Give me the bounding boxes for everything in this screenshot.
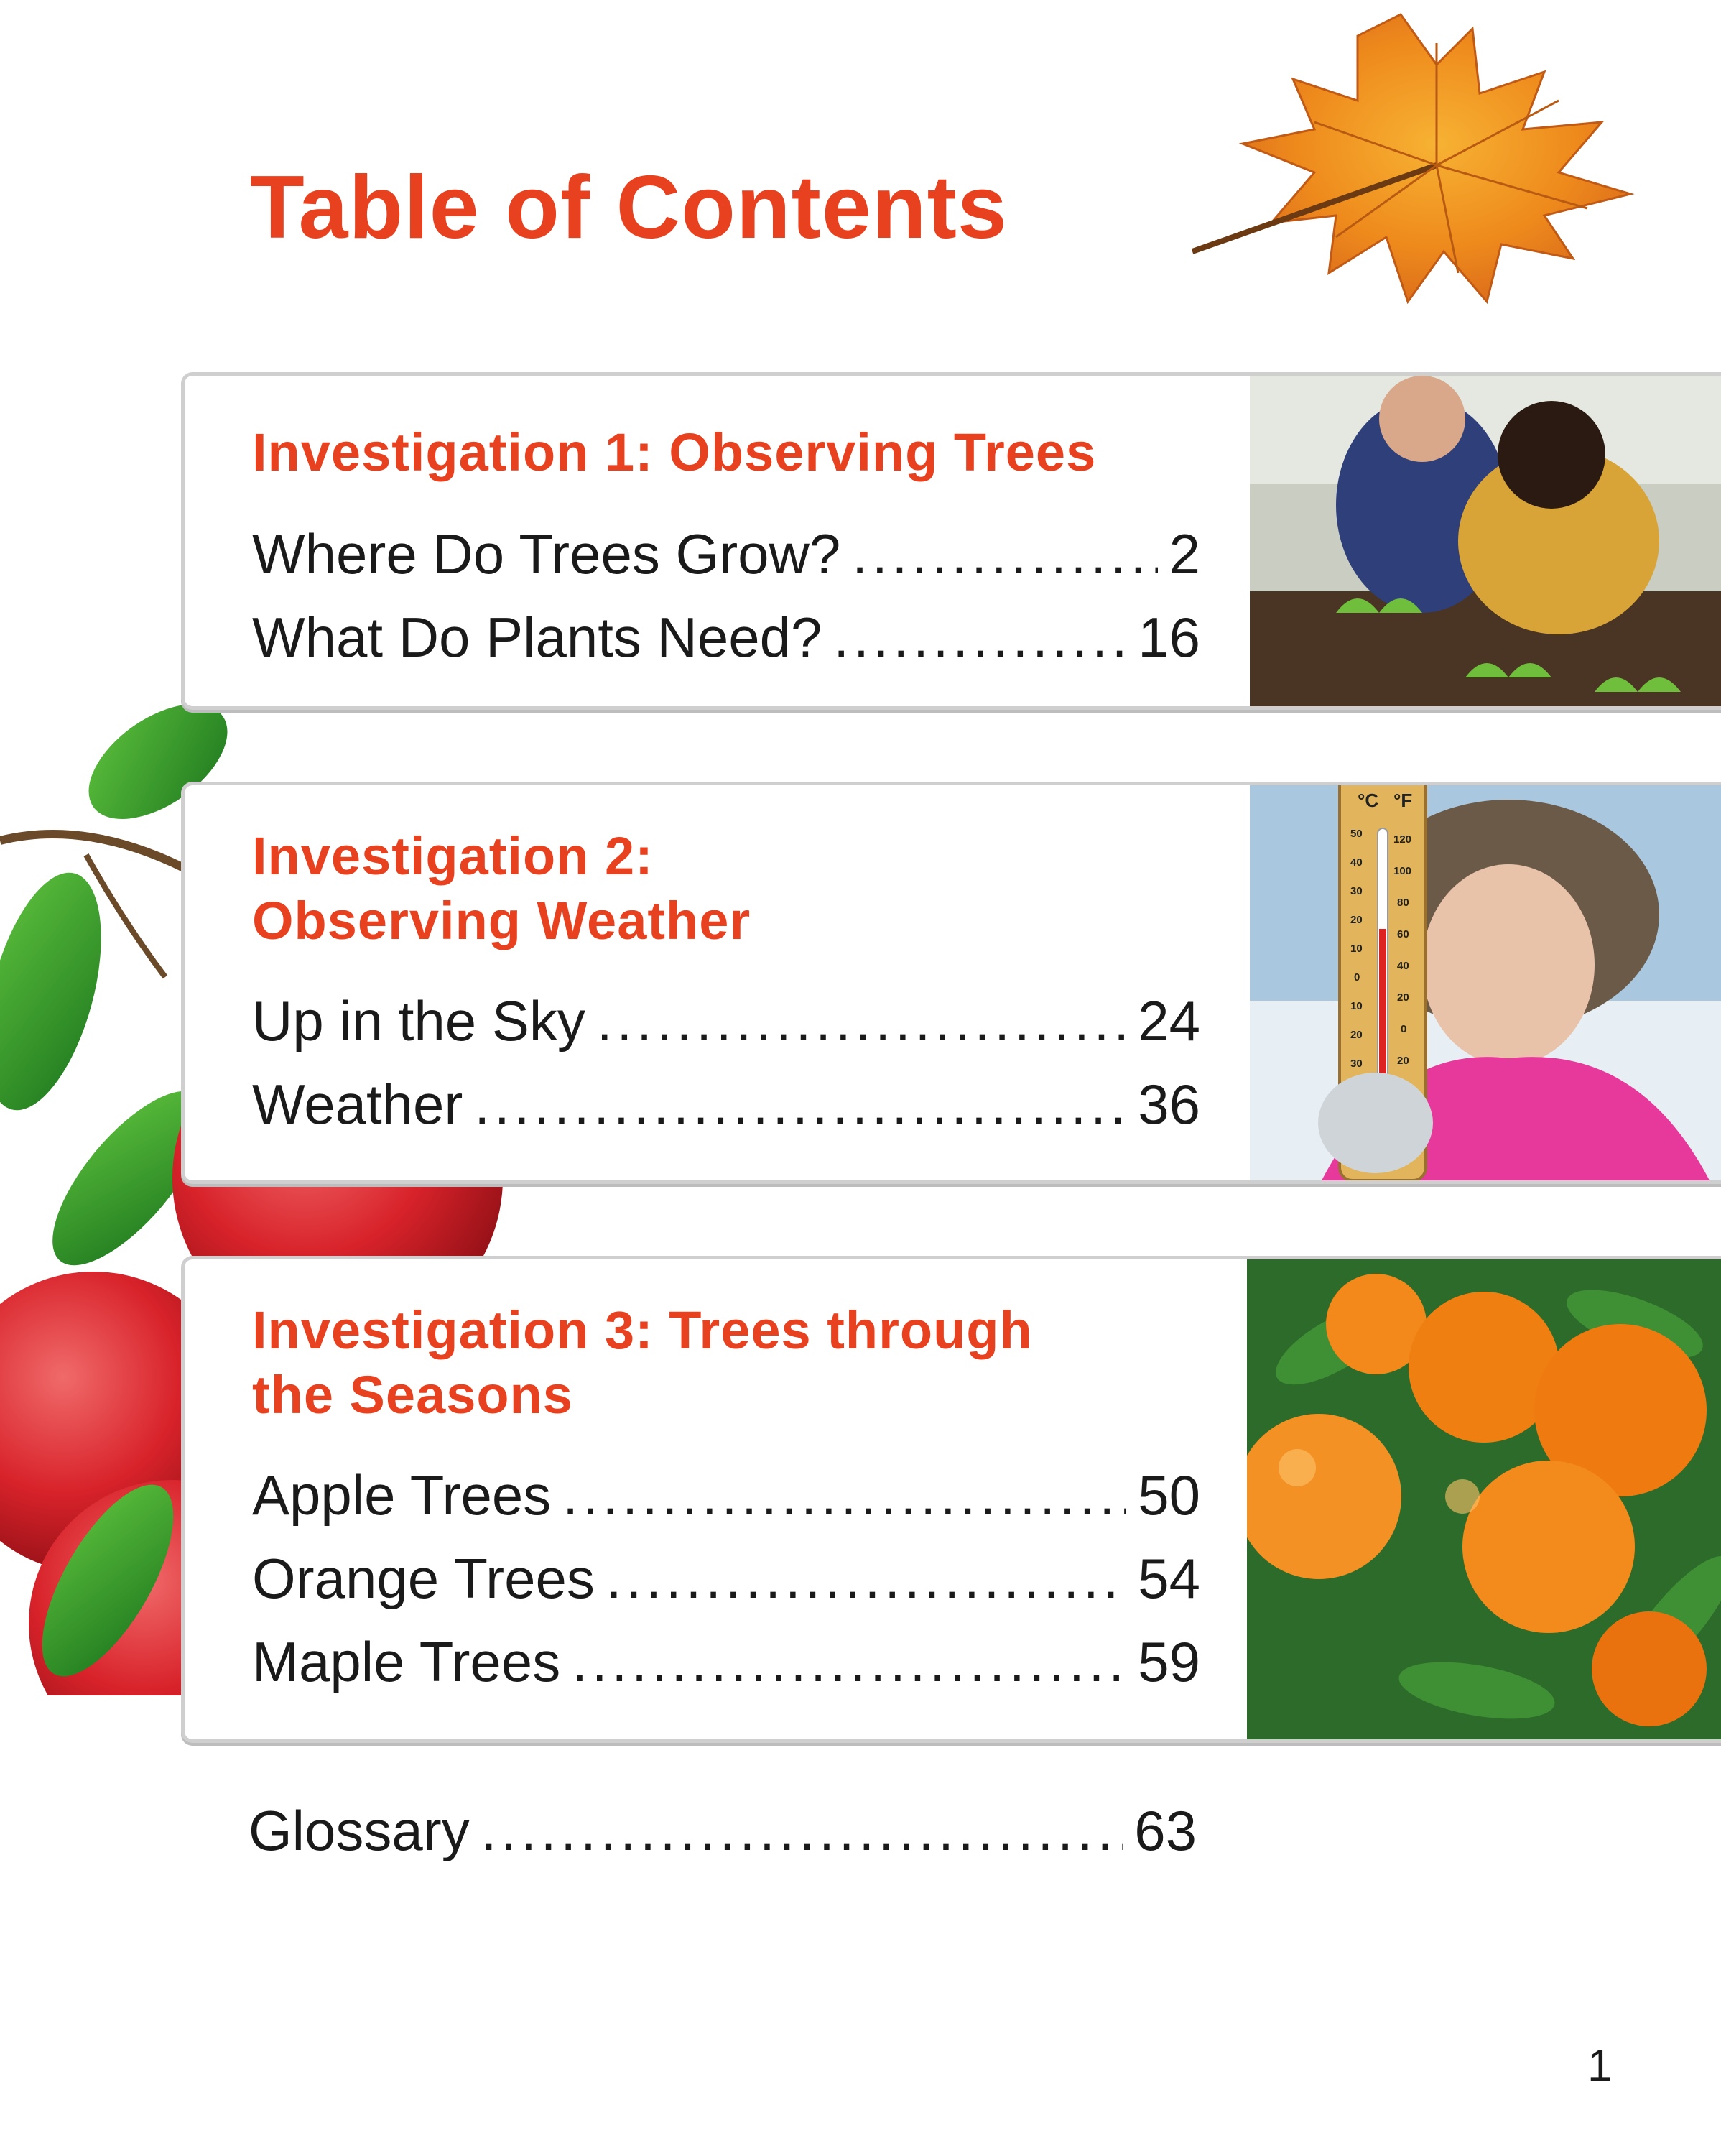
c-tick: 0 <box>1354 971 1360 984</box>
f-tick: 100 <box>1393 865 1412 877</box>
toc-entry-page: 63 <box>1134 1799 1197 1862</box>
investigation-title-line: Investigation 2: <box>252 826 654 886</box>
investigation-title-line: Investigation 1: Observing Trees <box>252 422 1097 482</box>
toc-entry-what-do-plants-need[interactable] <box>252 603 1200 672</box>
toc-entry-page: 36 <box>1138 1073 1200 1136</box>
toc-entry-name: Glossary <box>249 1799 470 1862</box>
page-number: 1 <box>1587 2041 1613 2091</box>
thermometer-f-label: °F <box>1393 790 1413 811</box>
toc-entry-page: 59 <box>1138 1630 1200 1693</box>
toc-entry-name: Maple Trees <box>252 1630 561 1693</box>
c-tick: 30 <box>1350 1058 1363 1070</box>
dot-leader <box>481 1796 1123 1865</box>
toc-entry-name: Up in the Sky <box>252 989 585 1052</box>
f-tick: 120 <box>1393 833 1412 846</box>
toc-entry-page: 2 <box>1169 522 1200 586</box>
toc-entry-up-in-the-sky[interactable] <box>252 986 1200 1055</box>
investigation-card-2 <box>181 782 1721 1184</box>
dot-leader <box>606 1544 1126 1613</box>
dot-leader <box>852 519 1157 588</box>
investigation-title-line: Investigation 3: Trees through <box>252 1300 1033 1360</box>
maple-leaf-icon <box>1099 0 1674 316</box>
toc-entry-orange-trees[interactable] <box>252 1544 1200 1613</box>
investigation-title-1[interactable] <box>252 420 1096 485</box>
toc-entry-name: Orange Trees <box>252 1547 595 1610</box>
c-tick: 50 <box>1350 828 1363 840</box>
thermometer-photo <box>1250 785 1721 1180</box>
toc-entry-page: 16 <box>1138 606 1200 669</box>
toc-entry-weather[interactable] <box>252 1070 1200 1139</box>
f-tick: 60 <box>1397 928 1409 940</box>
f-tick: 40 <box>1397 960 1409 972</box>
c-tick: 20 <box>1350 1029 1363 1041</box>
investigation-title-3[interactable] <box>252 1298 1033 1428</box>
oranges-photo <box>1247 1259 1721 1739</box>
toc-entry-apple-trees[interactable] <box>252 1461 1200 1530</box>
f-tick: 80 <box>1397 897 1409 909</box>
c-tick: 20 <box>1350 914 1363 926</box>
toc-entry-page: 50 <box>1138 1463 1200 1527</box>
toc-entry-name: What Do Plants Need? <box>252 606 822 669</box>
f-tick: 0 <box>1401 1023 1407 1035</box>
c-tick: 10 <box>1350 1000 1363 1012</box>
planting-photo <box>1250 376 1721 706</box>
investigation-title-line: Observing Weather <box>252 891 751 950</box>
page-title: Table of Contents <box>250 158 1008 257</box>
toc-entry-page: 24 <box>1138 989 1200 1052</box>
dot-leader <box>833 603 1126 672</box>
toc-entry-glossary[interactable] <box>249 1796 1197 1865</box>
investigation-card-3 <box>181 1256 1721 1743</box>
dot-leader <box>562 1461 1126 1530</box>
f-tick: 20 <box>1397 991 1409 1004</box>
toc-entry-page: 54 <box>1138 1547 1200 1610</box>
investigation-title-line: the Seasons <box>252 1365 573 1425</box>
investigation-card-1 <box>181 372 1721 710</box>
c-tick: 40 <box>1350 856 1363 869</box>
dot-leader <box>597 986 1126 1055</box>
toc-entry-name: Weather <box>252 1073 463 1136</box>
toc-entry-maple-trees[interactable] <box>252 1627 1200 1696</box>
toc-entry-name: Where Do Trees Grow? <box>252 522 841 586</box>
thermometer-c-scale <box>1350 828 1363 1070</box>
f-tick: 20 <box>1397 1055 1409 1067</box>
c-tick: 30 <box>1350 885 1363 897</box>
dot-leader <box>474 1070 1126 1139</box>
thermometer-c-label: °C <box>1358 790 1379 811</box>
toc-entry-where-do-trees-grow[interactable] <box>252 519 1200 588</box>
dot-leader <box>572 1627 1126 1696</box>
c-tick: 10 <box>1350 943 1363 955</box>
investigation-title-2[interactable] <box>252 824 751 953</box>
toc-entry-name: Apple Trees <box>252 1463 552 1527</box>
